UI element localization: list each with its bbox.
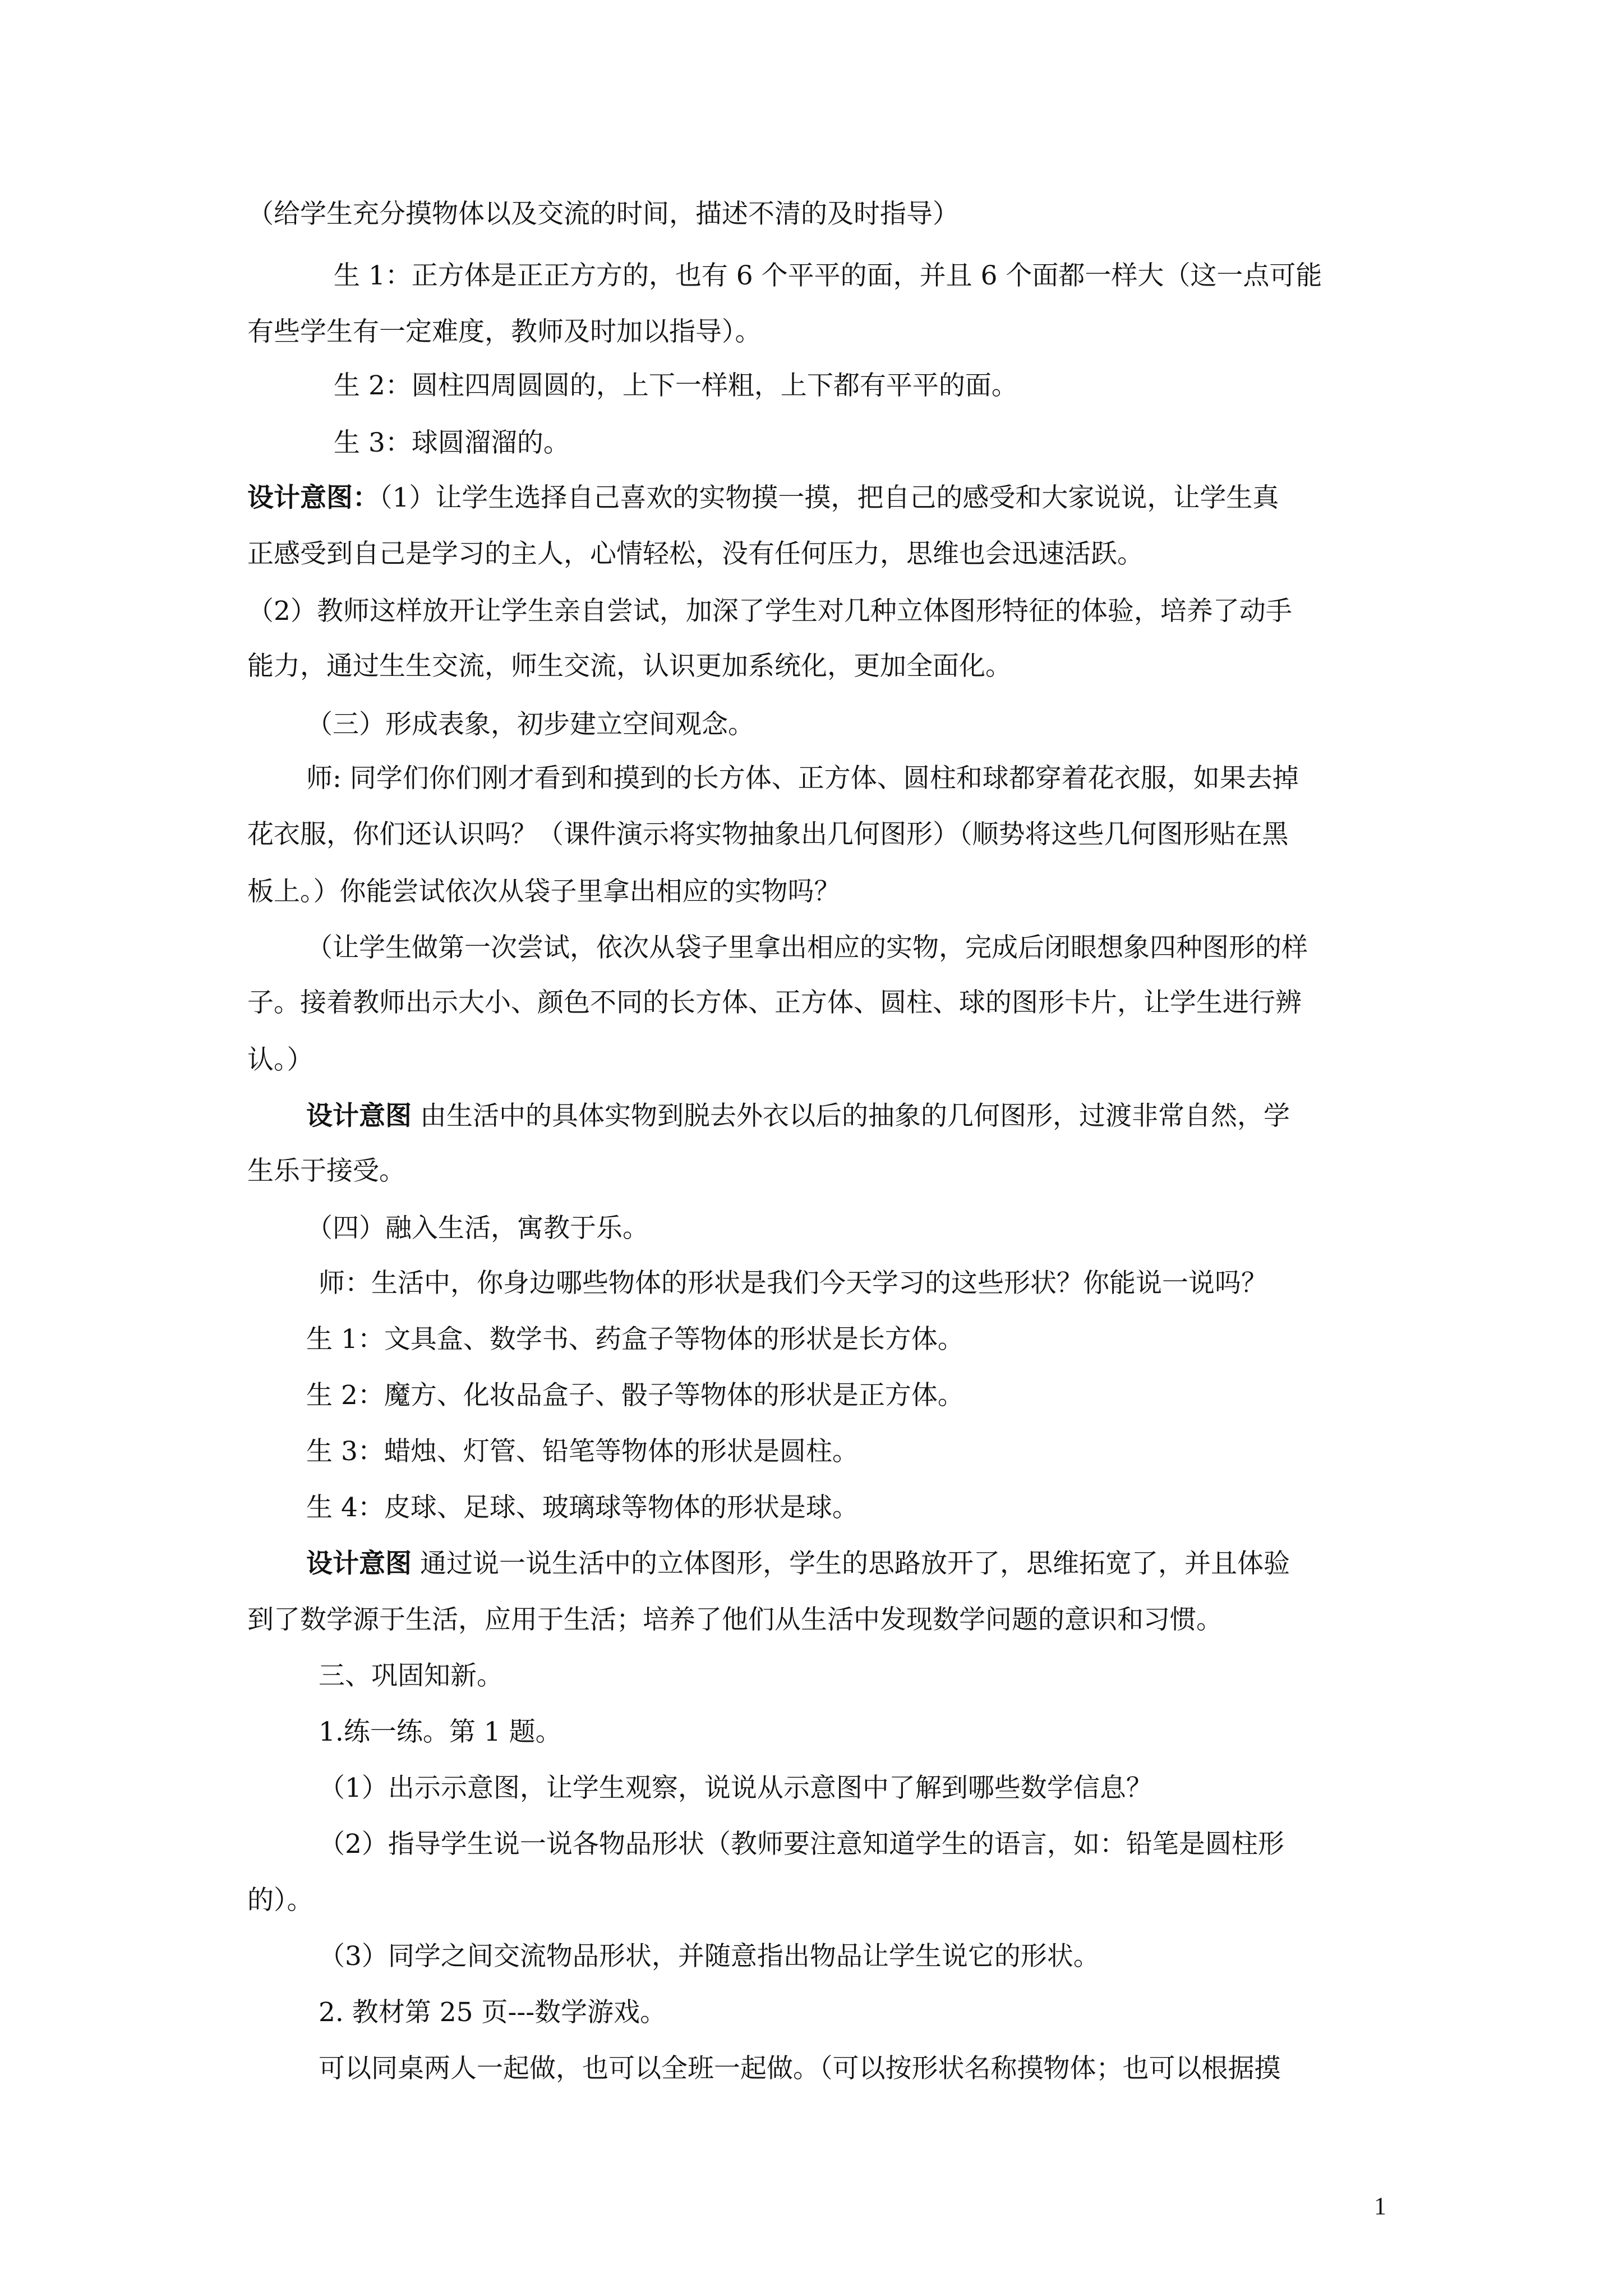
text-line: 生 3：球圆溜溜的。 xyxy=(334,427,570,458)
text-line: 板上。）你能尝试依次从袋子里拿出相应的实物吗？ xyxy=(247,876,841,907)
text-line: 师: 同学们你们刚才看到和摸到的长方体、正方体、圆柱和球都穿着花衣服，如果去掉 xyxy=(306,763,1299,794)
text-line: （2）指导学生说一说各物品形状（教师要注意知道学生的语言，如：铅笔是圆柱形 xyxy=(319,1829,1284,1860)
text-line: 生乐于接受。 xyxy=(247,1156,405,1186)
text-line: 生 3：蜡烛、灯管、铅笔等物体的形状是圆柱。 xyxy=(306,1436,859,1467)
text-line: （2）教师这样放开让学生亲自尝试，加深了学生对几种立体图形特征的体验，培养了动手 xyxy=(247,596,1292,627)
text-line: 生 1：文具盒、数学书、药盒子等物体的形状是长方体。 xyxy=(306,1324,964,1355)
text-line: 子。接着教师出示大小、颜色不同的长方体、正方体、圆柱、球的图形卡片，让学生进行辨 xyxy=(247,987,1302,1018)
section-heading: （三）形成表象，初步建立空间观念。 xyxy=(306,709,754,740)
text-line: 生 4：皮球、足球、玻璃球等物体的形状是球。 xyxy=(306,1492,859,1523)
section-heading: 三、巩固知新。 xyxy=(319,1660,503,1691)
text-line: 生 1：正方体是正正方方的，也有 6 个平平的面，并且 6 个面都一样大（这一点可能 xyxy=(334,260,1322,291)
text-run: 由生活中的具体实物到脱去外衣以后的抽象的几何图形，过渡非常自然，学 xyxy=(412,1101,1290,1131)
text-line: 可以同桌两人一起做，也可以全班一起做。（可以按形状名称摸物体；也可以根据摸 xyxy=(319,2053,1281,2084)
text-line: （1）出示示意图，让学生观察，说说从示意图中了解到哪些数学信息？ xyxy=(319,1773,1152,1803)
design-intent-paragraph xyxy=(306,1547,1290,1581)
page-number: 1 xyxy=(1374,2192,1386,2220)
text-line: 的）。 xyxy=(247,1885,313,1916)
text-line: 生 2：圆柱四周圆圆的，上下一样粗，上下都有平平的面。 xyxy=(334,370,1018,401)
design-intent-label: 设计意图： xyxy=(247,482,379,513)
text-line: 生 2：魔方、化妆品盒子、骰子等物体的形状是正方体。 xyxy=(306,1380,964,1411)
text-line: 正感受到自己是学习的主人，心情轻松，没有任何压力，思维也会迅速活跃。 xyxy=(247,539,1144,569)
section-heading: （四）融入生活，寓教于乐。 xyxy=(306,1213,649,1244)
text-line: （3）同学之间交流物品形状，并随意指出物品让学生说它的形状。 xyxy=(319,1941,1100,1972)
text-line: （让学生做第一次尝试，依次从袋子里拿出相应的实物，完成后闭眼想象四种图形的样 xyxy=(306,932,1308,963)
design-intent-label: 设计意图 xyxy=(306,1101,412,1131)
text-run: 通过说一说生活中的立体图形，学生的思路放开了，思维拓宽了，并且体验 xyxy=(412,1548,1290,1579)
text-line: 认。） xyxy=(247,1045,313,1075)
text-line: 花衣服，你们还认识吗？（课件演示将实物抽象出几何图形）（顺势将这些几何图形贴在黑 xyxy=(247,819,1289,850)
design-intent-label: 设计意图 xyxy=(306,1548,412,1579)
text-line: 能力，通过生生交流，师生交流，认识更加系统化，更加全面化。 xyxy=(247,651,1012,682)
text-line: 师：生活中，你身边哪些物体的形状是我们今天学习的这些形状？你能说一说吗？ xyxy=(319,1268,1267,1299)
design-intent-paragraph xyxy=(306,1099,1290,1133)
text-run: （1）让学生选择自己喜欢的实物摸一摸，把自己的感受和大家说说，让学生真 xyxy=(379,482,1279,513)
text-line: 有些学生有一定难度，教师及时加以指导）。 xyxy=(247,316,762,347)
text-line: 1.练一练。第 1 题。 xyxy=(319,1717,562,1747)
text-line: （给学生充分摸物体以及交流的时间，描述不清的及时指导） xyxy=(247,199,959,229)
design-intent-paragraph xyxy=(247,481,1279,515)
text-line: 到了数学源于生活，应用于生活；培养了他们从生活中发现数学问题的意识和习惯。 xyxy=(247,1604,1223,1635)
text-line: 2. 教材第 25 页---数学游戏。 xyxy=(319,1997,667,2028)
